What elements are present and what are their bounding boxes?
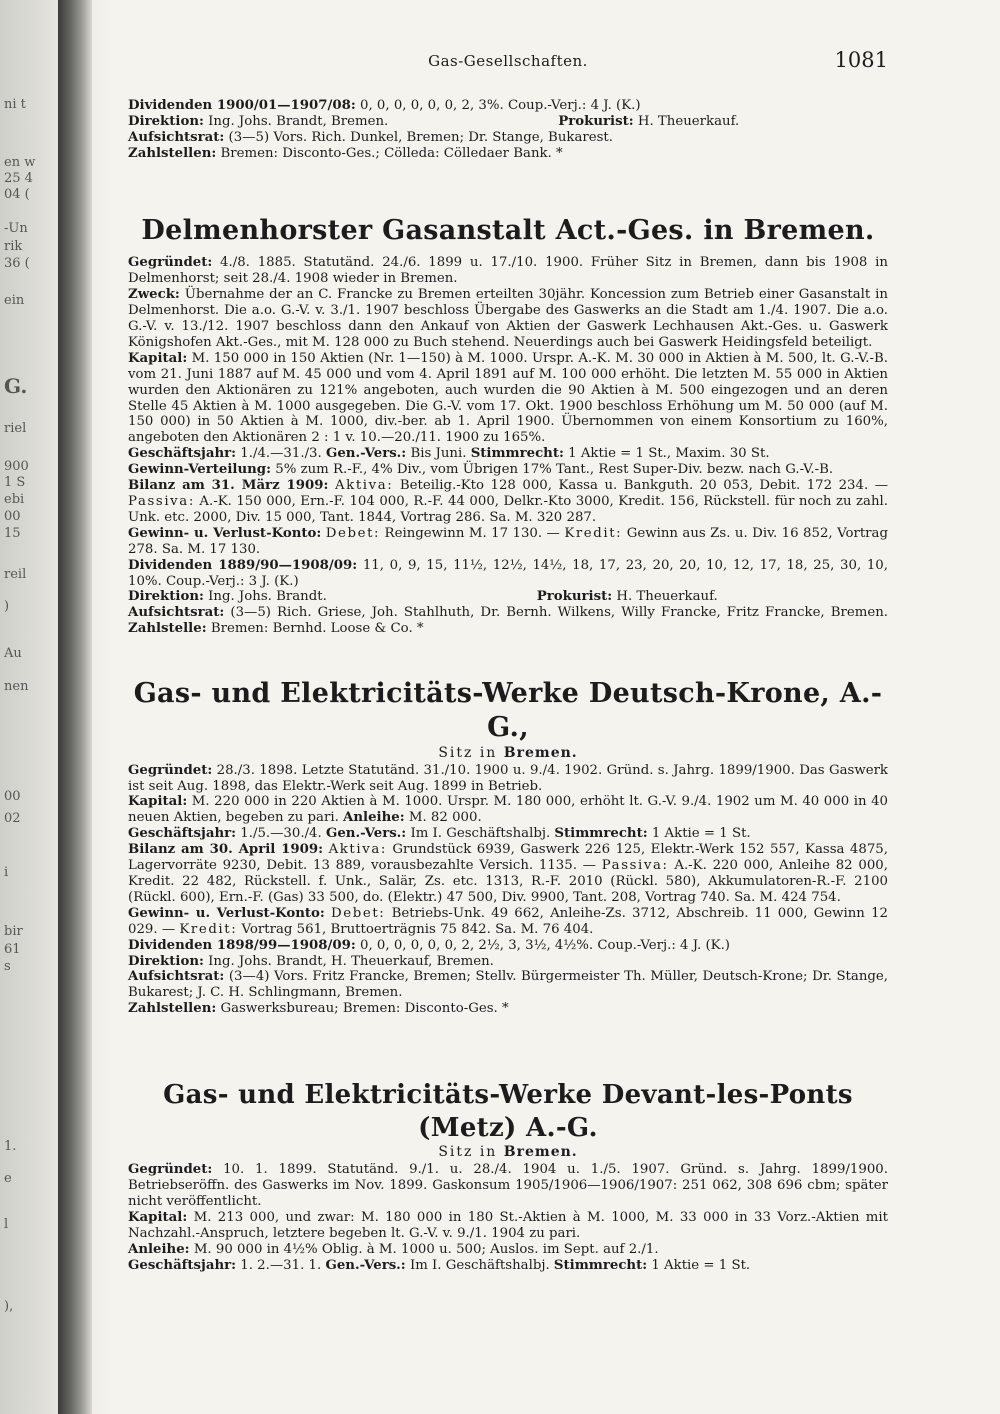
field-value: 0, 0, 0, 0, 0, 0, 2, 3%. Coup.-Verj.: 4 J. (K.) <box>355 98 641 113</box>
entry-heading: Gas- und Elektricitäts-Werke Devant-les-Ponts (Metz) A.-G. <box>163 1080 853 1143</box>
margin-fragment: 61 <box>4 942 21 957</box>
margin-fragment: 25 4 <box>4 171 33 186</box>
entry-paragraph <box>128 287 888 351</box>
field-value: Bis Juni. <box>406 446 471 462</box>
margin-fragment: G. <box>4 374 28 398</box>
entry-paragraph <box>128 954 888 970</box>
field-label: Stimmrecht: <box>470 446 564 462</box>
entry-paragraph <box>128 794 888 826</box>
field-label: Geschäftsjahr: <box>128 1257 237 1273</box>
margin-fragment: Au <box>4 646 22 661</box>
margin-fragment: 04 ( <box>4 187 30 202</box>
book-binding-shadow <box>58 0 92 1414</box>
field-label: Bilanz am 31. März 1909: <box>128 478 329 494</box>
entry-paragraph <box>128 605 888 637</box>
margin-fragment: 36 ( <box>4 256 30 271</box>
field-label: Direktion: <box>128 589 204 605</box>
field-label: Anleihe: <box>128 1241 190 1257</box>
entry-heading: Delmenhorster Gasanstalt Act.-Ges. in Bremen. <box>141 214 875 246</box>
seat-city: Bremen. <box>503 744 578 761</box>
field-label: Prokurist: <box>536 589 613 605</box>
field-sublabel: Passiva: <box>601 858 669 874</box>
field-value: 4./8. 1885. Statutänd. 24./6. 1899 u. 17./10. 1900. Früher Sitz in Bremen, dann bis 1908 in Delmenhorst; seit 28./4. 1908 wieder in Bremen. <box>128 255 888 287</box>
field-value: Im I. Geschäftshalbj. <box>405 1257 554 1273</box>
field-label: Dividenden 1900/01—1907/08: <box>128 98 356 113</box>
field-value: Ing. Johs. Brandt. <box>203 589 327 605</box>
margin-fragment: 1 S <box>4 475 26 490</box>
margin-fragment: ni t <box>4 97 26 112</box>
field-label: Geschäftsjahr: <box>128 446 237 462</box>
field-value: 5% zum R.-F., 4% Div., vom Übrigen 17% Tant., Rest Super-Div. bezw. nach G.-V.-B. <box>271 462 834 478</box>
field-value: 10. 1. 1899. Statutänd. 9./1. u. 28./4. 1904 u. 1./5. 1907. Gründ. s. Jahrg. 1899/1900. Betriebseröffn. des Gaswerks im Nov. 1899. Gaskonsum 1905/1906—1906/1907: 251 062, 308 696 cbm; später nicht veröffentlicht. <box>128 1162 888 1209</box>
field-value: Gaswerksbureau; Bremen: Disconto-Ges. * <box>216 1001 509 1017</box>
field-label: Gegründet: <box>128 255 213 271</box>
field-value: Bremen: Bernhd. Loose & Co. * <box>206 621 424 637</box>
field-value: Vortrag 561, Bruttoerträgnis 75 842. Sa. M. 76 404. <box>237 921 594 937</box>
margin-fragment: ein <box>4 293 25 308</box>
field-value: 11, 0, 9, 15, 11½, 12½, 14½, 18, 17, 23, 20, 20, 10, 12, 17, 18, 25, 30, 10, 10%. Coup.-Verj.: 3 J. (K.) <box>128 557 888 589</box>
field-value: 28./3. 1898. Letzte Statutänd. 31./10. 1900 u. 9./4. 1902. Gründ. s. Jahrg. 1899/1900. Das Gaswerk ist seit Aug. 1898, das Elektr.-Werk seit Aug. 1899 in Betrieb. <box>128 762 888 794</box>
entry-paragraph <box>128 938 888 954</box>
margin-fragment: e <box>4 1171 12 1186</box>
running-header <box>128 40 888 76</box>
field-label: Dividenden 1898/99—1908/09: <box>128 937 356 953</box>
document-page <box>128 40 888 1273</box>
field-label: Stimmrecht: <box>553 1257 648 1273</box>
field-label: Kapital: <box>128 350 188 366</box>
entry-continued <box>128 98 888 162</box>
field-value: A.-K. 220 000, Anleihe 82 000, Kredit. 22 482, Rückstell. f. Unk., Salär, Zs. etc. 1313, R.-F. 2010 (Rückl. 580), Akkumulatoren-R.-F. 2100 (Rückl. 600), Ern.-F. (Gas) 33 500, do. (Elektr.) 47 500, Div. 9900, Tant. 208, Vortrag 740. Sa. M. 424 754. <box>128 858 888 905</box>
field-label: Kapital: <box>128 1209 188 1225</box>
field-value: M. 213 000, und zwar: M. 180 000 in 180 St.-Aktien à M. 1000, M. 33 000 in 33 Vorz.-Aktien mit Nachzahl.-Anspruch, letztere begeben lt. G.-V. v. 9./1. 1904 zu pari. <box>128 1209 888 1241</box>
margin-fragment: s <box>4 959 11 974</box>
field-value: Bremen: Disconto-Ges.; Cölleda: Cölledaer Bank. * <box>216 145 563 161</box>
entry-seat <box>128 745 888 761</box>
field-label: Zahlstellen: <box>128 1001 217 1017</box>
field-value: Übernahme der an C. Francke zu Bremen erteilten 30jähr. Koncession zum Betrieb einer Gasanstalt in Delmenhorst. Die a.o. G.-V. v. 3./1. 1907 beschloss Übergabe des Gaswerks an die Stadt am 1./4. 1907. Die a.o. G.-V. v. 13./12. 1907 beschloss dann den Ankauf von Aktien der Gaswerk Lechhausen Akt.-Ges. u. Gaswerk Königshofen Akt.-Ges., mit M. 128 000 zu Buch stehend. Neuerdings auch bei Gaswerk Heidingsfeld beteiligt. <box>128 287 888 350</box>
field-value: M. 82 000. <box>404 810 482 826</box>
entry-paragraph <box>128 1162 888 1210</box>
seat-city: Bremen. <box>503 1144 578 1161</box>
field-label: Stimmrecht: <box>554 826 648 842</box>
field-value: 1./4.—31./3. <box>236 446 326 462</box>
entry-paragraph <box>128 589 888 605</box>
field-value: M. 90 000 in 4½% Oblig. à M. 1000 u. 500; Auslos. im Sept. auf 2./1. <box>189 1241 659 1257</box>
field-value: Grundstück 6939, Gaswerk 226 125, Elektr.-Werk 152 557, Kassa 4875, Lagervorräte 9230, Debit. 13 889, vorausbezahlte Versich. 1135. — <box>128 842 888 874</box>
field-value: Reingewinn M. 17 130. — <box>380 525 565 541</box>
entry-paragraph <box>128 826 888 842</box>
margin-fragment: ebi <box>4 492 25 507</box>
entry-paragraph <box>128 842 888 906</box>
left-margin-bleed <box>0 0 56 1414</box>
field-sublabel: Passiva: <box>128 493 195 509</box>
entry-paragraph <box>128 478 888 526</box>
field-value: 1. 2.—31. 1. <box>236 1257 326 1273</box>
entry-paragraph <box>128 526 888 558</box>
entry-paragraph <box>128 1242 888 1258</box>
field-label: Aufsichtsrat: <box>128 605 225 621</box>
margin-fragment: 00 <box>4 509 21 524</box>
seat-prefix: Sitz in <box>438 1144 498 1161</box>
entry-paragraph <box>128 1258 888 1274</box>
field-label: Gegründet: <box>128 1162 213 1178</box>
margin-fragment: ), <box>4 1299 14 1314</box>
field-value: 1 Aktie = 1 St. <box>647 1257 751 1273</box>
entry-delmenhorster-gasanstalt <box>128 214 888 638</box>
field-value: 1 Aktie = 1 St., Maxim. 30 St. <box>563 446 770 462</box>
field-label: Kapital: <box>128 794 188 810</box>
entry-deutsch-krone <box>128 677 888 1017</box>
field-label: Gen.-Vers.: <box>325 446 407 462</box>
field-value: Gewinn aus Zs. u. Div. 16 852, Vortrag 278. Sa. M. 17 130. <box>128 525 888 557</box>
field-label: Gewinn-Verteilung: <box>128 462 272 478</box>
field-value: Ing. Johs. Brandt, H. Theuerkauf, Bremen. <box>203 953 494 969</box>
entry-line <box>128 130 888 146</box>
entry-paragraph <box>128 446 888 462</box>
field-value: 1 Aktie = 1 St. <box>647 826 751 842</box>
field-label: Aufsichtsrat: <box>128 129 225 145</box>
field-sublabel: Debet: <box>331 905 386 921</box>
entry-paragraph <box>128 906 888 938</box>
field-label: Zahlstellen: <box>128 145 217 161</box>
field-value: Ing. Johs. Brandt, Bremen. <box>203 113 389 129</box>
margin-fragment: nen <box>4 679 29 694</box>
field-label: Gen.-Vers.: <box>325 826 407 842</box>
field-label: Gen.-Vers.: <box>325 1257 406 1273</box>
margin-fragment: 00 <box>4 789 21 804</box>
entry-paragraph <box>128 255 888 287</box>
field-value: A.-K. 150 000, Ern.-F. 104 000, R.-F. 44 000, Delkr.-Kto 3000, Kredit. 156, Rückstell. für noch zu zahl. Unk. etc. 2000, Div. 15 000, Tant. 1844, Vortrag 286. Sa. M. 320 287. <box>128 493 888 525</box>
running-title: Gas-Gesellschaften. <box>428 52 588 70</box>
field-value: Beteilig.-Kto 128 000, Kassa u. Bankguth. 20 053, Debit. 172 234. — <box>393 478 888 494</box>
field-label: Direktion: <box>128 113 204 129</box>
field-value: (3—4) Vors. Fritz Francke, Bremen; Stellv. Bürgermeister Th. Müller, Deutsch-Krone; Dr. Stange, Bukarest; J. C. H. Schlingmann, Bremen. <box>128 969 888 1001</box>
field-value: Betriebs-Unk. 49 662, Anleihe-Zs. 3712, Abschreib. 11 000, Gewinn 12 029. — <box>128 905 888 937</box>
field-label: Dividenden 1889/90—1908/09: <box>128 557 358 573</box>
entry-paragraph <box>128 969 888 1001</box>
field-value: 0, 0, 0, 0, 0, 0, 2, 2½, 3, 3½, 4½%. Coup.-Verj.: 4 J. (K.) <box>355 937 730 953</box>
field-label: Zweck: <box>128 287 180 303</box>
entry-devant-les-ponts <box>128 1079 888 1273</box>
entry-heading: Gas- und Elektricitäts-Werke Deutsch-Krone, A.-G., <box>133 678 883 743</box>
field-value: M. 150 000 in 150 Aktien (Nr. 1—150) à M. 1000. Urspr. A.-K. M. 30 000 in Aktien à M. 500, lt. G.-V.-B. vom 21. Juni 1887 auf M. 45 000 und vom 4. April 1891 auf M. 100 000 erhöht. Die letzten M. 55 000 in Aktien wurden den Aktionären zu 121% angeboten, auch wurden die 90 Aktien à M. 500 eingezogen und an deren Stelle 45 Aktien à M. 1000 ausgegeben. Die G.-V. vom 17. Okt. 1900 beschloss Erhöhung um M. 50 000 (auf M. 150 000) in 50 Aktien à M. 1000, div.-ber. ab 1. April 1900. Übernommen von einem Konsortium zu 160%, angeboten den Aktionären 2 : 1 v. 10.—20./11. 1900 zu 165%. <box>128 350 888 446</box>
field-label: Bilanz am 30. April 1909: <box>128 842 324 858</box>
field-sublabel: Kredit: <box>564 525 623 541</box>
entry-line <box>128 146 888 162</box>
seat-prefix: Sitz in <box>438 744 498 761</box>
margin-fragment: l <box>4 1217 9 1232</box>
page-number: 1081 <box>834 48 888 72</box>
margin-fragment: 02 <box>4 811 21 826</box>
margin-fragment: i <box>4 865 9 880</box>
field-sublabel: Aktiva: <box>328 842 387 858</box>
field-sublabel: Debet: <box>325 525 381 541</box>
margin-fragment: ) <box>4 599 10 614</box>
field-label: Zahlstelle: <box>128 621 207 637</box>
entry-seat <box>128 1144 888 1160</box>
margin-fragment: reil <box>4 567 27 582</box>
margin-fragment: 15 <box>4 526 21 541</box>
field-label: Gegründet: <box>128 762 213 778</box>
margin-fragment: riel <box>4 421 27 436</box>
field-value: Im I. Geschäftshalbj. <box>406 826 555 842</box>
field-value: (3—5) Vors. Rich. Dunkel, Bremen; Dr. Stange, Bukarest. <box>224 129 613 145</box>
entry-paragraph <box>128 351 888 446</box>
field-value: H. Theuerkauf. <box>633 113 740 129</box>
field-label: Geschäftsjahr: <box>128 826 237 842</box>
margin-fragment: 1. <box>4 1139 17 1154</box>
margin-fragment: -Un <box>4 221 28 236</box>
entry-paragraph <box>128 1001 888 1017</box>
field-sublabel: Aktiva: <box>334 478 394 494</box>
field-label: Prokurist: <box>558 113 634 129</box>
field-value: 1./5.—30./4. <box>236 826 326 842</box>
field-label: Gewinn- u. Verlust-Konto: <box>128 905 325 921</box>
margin-fragment: bir <box>4 924 23 939</box>
entry-paragraph <box>128 558 888 590</box>
entry-paragraph <box>128 1210 888 1242</box>
entry-paragraph <box>128 763 888 795</box>
margin-fragment: en w <box>4 155 36 170</box>
entry-paragraph <box>128 462 888 478</box>
margin-fragment: 900 <box>4 459 29 474</box>
field-label: Direktion: <box>128 953 204 969</box>
field-value: (3—5) Rich. Griese, Joh. Stahlhuth, Dr. Bernh. Wilkens, Willy Francke, Fritz Francke, Bremen. <box>224 605 888 621</box>
field-sublabel: Kredit: <box>179 921 238 937</box>
entry-line <box>128 98 888 114</box>
field-label: Gewinn- u. Verlust-Konto: <box>128 525 322 541</box>
field-label: Aufsichtsrat: <box>128 969 225 985</box>
field-value: M. 220 000 in 220 Aktien à M. 1000. Urspr. M. 180 000, erhöht lt. G.-V. 9./4. 1902 um M. 40 000 in 40 neuen Aktien, begeben zu pari. <box>128 794 888 826</box>
field-value: H. Theuerkauf. <box>612 589 718 605</box>
field-label: Anleihe: <box>343 810 405 826</box>
entry-line <box>128 114 888 130</box>
margin-fragment: rik <box>4 239 23 254</box>
